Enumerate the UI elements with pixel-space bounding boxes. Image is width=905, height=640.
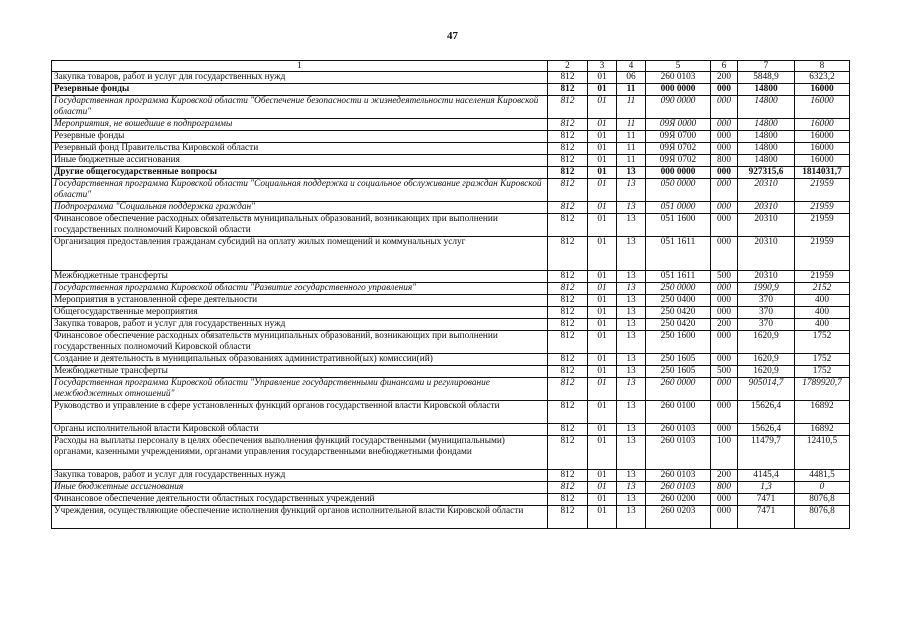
amount-year2-cell: 21959 [795,271,850,283]
amount-year2-cell: 1752 [795,331,850,354]
subsection-code-cell: 11 [617,84,646,96]
expense-type-cell: 000 [711,494,738,506]
ministry-code-cell: 812 [548,214,588,237]
budget-table [51,60,850,529]
expense-type-cell: 000 [711,84,738,96]
subsection-code-cell: 13 [617,202,646,214]
target-article-cell: 09Я 0702 [646,143,711,155]
amount-year2-cell: 2152 [795,283,850,295]
expense-name-cell: Государственная программа Кировской области "Социальная поддержка и социальное обслуживание граждан Кировской области" [52,179,548,202]
expense-type-cell: 100 [711,436,738,470]
target-article-cell: 250 0000 [646,283,711,295]
section-code-cell: 01 [588,143,617,155]
amount-year2-cell: 400 [795,295,850,307]
ministry-code-cell: 812 [548,202,588,214]
amount-year2-cell: 12410,5 [795,436,850,470]
expense-name-cell: Государственная программа Кировской области "Обеспечение безопасности и жизнедеятельности населения Кировской области" [52,96,548,119]
subsection-code-cell: 13 [617,378,646,401]
target-article-cell: 051 1600 [646,214,711,237]
amount-year2-cell: 16892 [795,424,850,436]
section-code-cell: 01 [588,331,617,354]
amount-year1-cell: 370 [738,295,795,307]
subsection-code-cell: 13 [617,237,646,271]
expense-name-cell: Подпрограмма "Социальная поддержка граждан" [52,202,548,214]
table-row [52,84,850,96]
ministry-code-cell: 812 [548,155,588,167]
table-row [52,378,850,401]
target-article-cell: 260 0200 [646,494,711,506]
target-article-cell: 250 1605 [646,354,711,366]
table-row [52,283,850,295]
expense-name-cell: Межбюджетные трансферты [52,366,548,378]
subsection-code-cell: 13 [617,401,646,424]
ministry-code-cell: 812 [548,143,588,155]
expense-type-cell: 800 [711,482,738,494]
table-row [52,482,850,494]
column-number-header: 1 [52,61,548,72]
ministry-code-cell: 812 [548,72,588,84]
target-article-cell: 000 0000 [646,84,711,96]
ministry-code-cell: 812 [548,331,588,354]
section-code-cell: 01 [588,470,617,482]
subsection-code-cell: 11 [617,96,646,119]
target-article-cell: 050 0000 [646,179,711,202]
amount-year2-cell: 1752 [795,366,850,378]
target-article-cell: 250 1605 [646,366,711,378]
amount-year1-cell: 370 [738,319,795,331]
subsection-code-cell: 13 [617,295,646,307]
expense-type-cell: 000 [711,131,738,143]
ministry-code-cell: 812 [548,237,588,271]
amount-year2-cell: 21959 [795,214,850,237]
expense-name-cell: Общегосударственные мероприятия [52,307,548,319]
expense-name-cell: Межбюджетные трансферты [52,271,548,283]
expense-type-cell: 000 [711,506,738,529]
ministry-code-cell: 812 [548,506,588,529]
expense-name-cell: Расходы на выплаты персоналу в целях обеспечения выполнения функций государственными (муниципальными) органами, казенными учреждениями, органами управления государственными внебюджетными фондами [52,436,548,470]
target-article-cell: 250 0400 [646,295,711,307]
target-article-cell: 260 0100 [646,401,711,424]
amount-year1-cell: 20310 [738,214,795,237]
section-code-cell: 01 [588,271,617,283]
amount-year1-cell: 5848,9 [738,72,795,84]
expense-name-cell: Резервные фонды [52,131,548,143]
target-article-cell: 09Я 0000 [646,119,711,131]
section-code-cell: 01 [588,155,617,167]
expense-name-cell: Резервные фонды [52,84,548,96]
column-number-header: 3 [588,61,617,72]
expense-name-cell: Резервный фонд Правительства Кировской области [52,143,548,155]
target-article-cell: 260 0103 [646,470,711,482]
subsection-code-cell: 13 [617,214,646,237]
amount-year2-cell: 1814031,7 [795,167,850,179]
table-row [52,319,850,331]
section-code-cell: 01 [588,366,617,378]
expense-type-cell: 200 [711,470,738,482]
expense-type-cell: 200 [711,72,738,84]
section-code-cell: 01 [588,119,617,131]
amount-year2-cell: 400 [795,319,850,331]
section-code-cell: 01 [588,378,617,401]
subsection-code-cell: 13 [617,179,646,202]
amount-year1-cell: 370 [738,307,795,319]
ministry-code-cell: 812 [548,354,588,366]
table-row [52,436,850,470]
section-code-cell: 01 [588,401,617,424]
expense-name-cell: Создание и деятельность в муниципальных образованиях административной(ых) комиссии(ий) [52,354,548,366]
table-row [52,307,850,319]
amount-year1-cell: 1620,9 [738,354,795,366]
amount-year2-cell: 0 [795,482,850,494]
expense-type-cell: 000 [711,96,738,119]
ministry-code-cell: 812 [548,96,588,119]
subsection-code-cell: 13 [617,494,646,506]
expense-type-cell: 000 [711,401,738,424]
target-article-cell: 250 0420 [646,307,711,319]
target-article-cell: 260 0103 [646,482,711,494]
subsection-code-cell: 11 [617,143,646,155]
target-article-cell: 09Я 0702 [646,155,711,167]
expense-type-cell: 000 [711,237,738,271]
amount-year2-cell: 8076,8 [795,506,850,529]
column-number-header: 8 [795,61,850,72]
expense-type-cell: 000 [711,354,738,366]
section-code-cell: 01 [588,237,617,271]
expense-type-cell: 000 [711,167,738,179]
table-row [52,202,850,214]
ministry-code-cell: 812 [548,131,588,143]
subsection-code-cell: 13 [617,307,646,319]
table-row [52,295,850,307]
ministry-code-cell: 812 [548,119,588,131]
table-row [52,271,850,283]
subsection-code-cell: 13 [617,424,646,436]
expense-type-cell: 000 [711,202,738,214]
section-code-cell: 01 [588,283,617,295]
target-article-cell: 260 0000 [646,378,711,401]
table-row [52,401,850,424]
expense-name-cell: Организация предоставления гражданам субсидий на оплату жилых помещений и коммунальных услуг [52,237,548,271]
table-row [52,179,850,202]
amount-year2-cell: 16000 [795,155,850,167]
amount-year2-cell: 4481,5 [795,470,850,482]
expense-name-cell: Учреждения, осуществляющие обеспечение исполнения функций органов исполнительной власти Кировской области [52,506,548,529]
table-row [52,131,850,143]
ministry-code-cell: 812 [548,84,588,96]
expense-type-cell: 000 [711,143,738,155]
amount-year1-cell: 14800 [738,131,795,143]
table-row [52,155,850,167]
ministry-code-cell: 812 [548,470,588,482]
target-article-cell: 250 1600 [646,331,711,354]
section-code-cell: 01 [588,424,617,436]
amount-year2-cell: 1789920,7 [795,378,850,401]
ministry-code-cell: 812 [548,482,588,494]
expense-type-cell: 000 [711,307,738,319]
page-number: 47 [447,30,458,42]
target-article-cell: 051 1611 [646,237,711,271]
ministry-code-cell: 812 [548,494,588,506]
subsection-code-cell: 13 [617,167,646,179]
subsection-code-cell: 13 [617,283,646,295]
section-code-cell: 01 [588,84,617,96]
section-code-cell: 01 [588,307,617,319]
section-code-cell: 01 [588,214,617,237]
subsection-code-cell: 13 [617,319,646,331]
ministry-code-cell: 812 [548,366,588,378]
expense-type-cell: 000 [711,214,738,237]
amount-year1-cell: 14800 [738,143,795,155]
target-article-cell: 250 0420 [646,319,711,331]
ministry-code-cell: 812 [548,167,588,179]
subsection-code-cell: 13 [617,482,646,494]
expense-name-cell: Финансовое обеспечение расходных обязательств муниципальных образований, возникающих при выполнении государственных полномочий Кировской области [52,214,548,237]
table-row [52,366,850,378]
table-row [52,214,850,237]
ministry-code-cell: 812 [548,295,588,307]
table-row [52,167,850,179]
table-row [52,72,850,84]
table-row [52,494,850,506]
table-row [52,354,850,366]
amount-year1-cell: 905014,7 [738,378,795,401]
target-article-cell: 090 0000 [646,96,711,119]
target-article-cell: 000 0000 [646,167,711,179]
table-row [52,237,850,271]
amount-year2-cell: 16000 [795,119,850,131]
subsection-code-cell: 11 [617,155,646,167]
expense-type-cell: 000 [711,378,738,401]
expense-name-cell: Государственная программа Кировской области "Управление государственными финансами и регулирование межбюджетных отношений" [52,378,548,401]
amount-year2-cell: 16892 [795,401,850,424]
section-code-cell: 01 [588,131,617,143]
column-number-header: 2 [548,61,588,72]
expense-type-cell: 000 [711,331,738,354]
ministry-code-cell: 812 [548,283,588,295]
subsection-code-cell: 11 [617,131,646,143]
section-code-cell: 01 [588,506,617,529]
target-article-cell: 051 0000 [646,202,711,214]
table-row [52,331,850,354]
amount-year2-cell: 16000 [795,131,850,143]
ministry-code-cell: 812 [548,319,588,331]
expense-name-cell: Руководство и управление в сфере установленных функций органов государственной власти Кировской области [52,401,548,424]
amount-year1-cell: 20310 [738,237,795,271]
section-code-cell: 01 [588,179,617,202]
expense-name-cell: Финансовое обеспечение деятельности областных государственных учреждений [52,494,548,506]
table-row [52,506,850,529]
subsection-code-cell: 11 [617,119,646,131]
amount-year1-cell: 15626,4 [738,424,795,436]
subsection-code-cell: 13 [617,506,646,529]
expense-name-cell: Закупка товаров, работ и услуг для государственных нужд [52,72,548,84]
section-code-cell: 01 [588,295,617,307]
column-number-header: 4 [617,61,646,72]
expense-name-cell: Закупка товаров, работ и услуг для государственных нужд [52,319,548,331]
amount-year1-cell: 14800 [738,119,795,131]
amount-year2-cell: 16000 [795,84,850,96]
amount-year2-cell: 1752 [795,354,850,366]
expense-name-cell: Государственная программа Кировской области "Развитие государственного управления" [52,283,548,295]
amount-year1-cell: 14800 [738,96,795,119]
expense-type-cell: 000 [711,119,738,131]
ministry-code-cell: 812 [548,436,588,470]
target-article-cell: 09Я 0700 [646,131,711,143]
column-number-header: 6 [711,61,738,72]
subsection-code-cell: 13 [617,366,646,378]
table-row [52,424,850,436]
amount-year1-cell: 11479,7 [738,436,795,470]
expense-type-cell: 000 [711,283,738,295]
amount-year2-cell: 21959 [795,237,850,271]
amount-year1-cell: 1620,9 [738,366,795,378]
amount-year1-cell: 1,3 [738,482,795,494]
amount-year2-cell: 21959 [795,202,850,214]
expense-type-cell: 500 [711,271,738,283]
amount-year1-cell: 14800 [738,155,795,167]
amount-year2-cell: 21959 [795,179,850,202]
subsection-code-cell: 13 [617,271,646,283]
target-article-cell: 260 0103 [646,424,711,436]
subsection-code-cell: 06 [617,72,646,84]
section-code-cell: 01 [588,167,617,179]
table-body [52,61,850,529]
column-number-row [52,61,850,72]
ministry-code-cell: 812 [548,179,588,202]
ministry-code-cell: 812 [548,424,588,436]
expense-type-cell: 000 [711,295,738,307]
subsection-code-cell: 13 [617,331,646,354]
amount-year2-cell: 400 [795,307,850,319]
expense-name-cell: Закупка товаров, работ и услуг для государственных нужд [52,470,548,482]
amount-year1-cell: 1990,9 [738,283,795,295]
section-code-cell: 01 [588,72,617,84]
table-row [52,143,850,155]
section-code-cell: 01 [588,494,617,506]
ministry-code-cell: 812 [548,307,588,319]
amount-year2-cell: 16000 [795,143,850,155]
table-row [52,96,850,119]
expense-type-cell: 000 [711,179,738,202]
amount-year1-cell: 20310 [738,202,795,214]
section-code-cell: 01 [588,436,617,470]
section-code-cell: 01 [588,319,617,331]
section-code-cell: 01 [588,202,617,214]
expense-name-cell: Иные бюджетные ассигнования [52,155,548,167]
expense-name-cell: Финансовое обеспечение расходных обязательств муниципальных образований, возникающих при выполнении государственных полномочий Кировской области [52,331,548,354]
ministry-code-cell: 812 [548,271,588,283]
amount-year1-cell: 20310 [738,179,795,202]
target-article-cell: 051 1611 [646,271,711,283]
amount-year1-cell: 4145,4 [738,470,795,482]
subsection-code-cell: 13 [617,470,646,482]
ministry-code-cell: 812 [548,378,588,401]
table-row [52,119,850,131]
column-number-header: 7 [738,61,795,72]
expense-name-cell: Мероприятия, не вошедшие в подпрограммы [52,119,548,131]
amount-year2-cell: 8076,8 [795,494,850,506]
amount-year1-cell: 927315,6 [738,167,795,179]
amount-year1-cell: 14800 [738,84,795,96]
amount-year2-cell: 16000 [795,96,850,119]
target-article-cell: 260 0203 [646,506,711,529]
amount-year1-cell: 20310 [738,271,795,283]
column-number-header: 5 [646,61,711,72]
amount-year2-cell: 6323,2 [795,72,850,84]
expense-type-cell: 500 [711,366,738,378]
amount-year1-cell: 7471 [738,506,795,529]
expense-name-cell: Другие общегосударственные вопросы [52,167,548,179]
target-article-cell: 260 0103 [646,72,711,84]
amount-year1-cell: 1620,9 [738,331,795,354]
expense-name-cell: Иные бюджетные ассигнования [52,482,548,494]
expense-type-cell: 000 [711,424,738,436]
table-row [52,470,850,482]
section-code-cell: 01 [588,354,617,366]
target-article-cell: 260 0103 [646,436,711,470]
subsection-code-cell: 13 [617,354,646,366]
expense-name-cell: Мероприятия в установленной сфере деятельности [52,295,548,307]
expense-name-cell: Органы исполнительной власти Кировской области [52,424,548,436]
expense-type-cell: 800 [711,155,738,167]
section-code-cell: 01 [588,482,617,494]
ministry-code-cell: 812 [548,401,588,424]
subsection-code-cell: 13 [617,436,646,470]
section-code-cell: 01 [588,96,617,119]
amount-year1-cell: 15626,4 [738,401,795,424]
expense-type-cell: 200 [711,319,738,331]
amount-year1-cell: 7471 [738,494,795,506]
